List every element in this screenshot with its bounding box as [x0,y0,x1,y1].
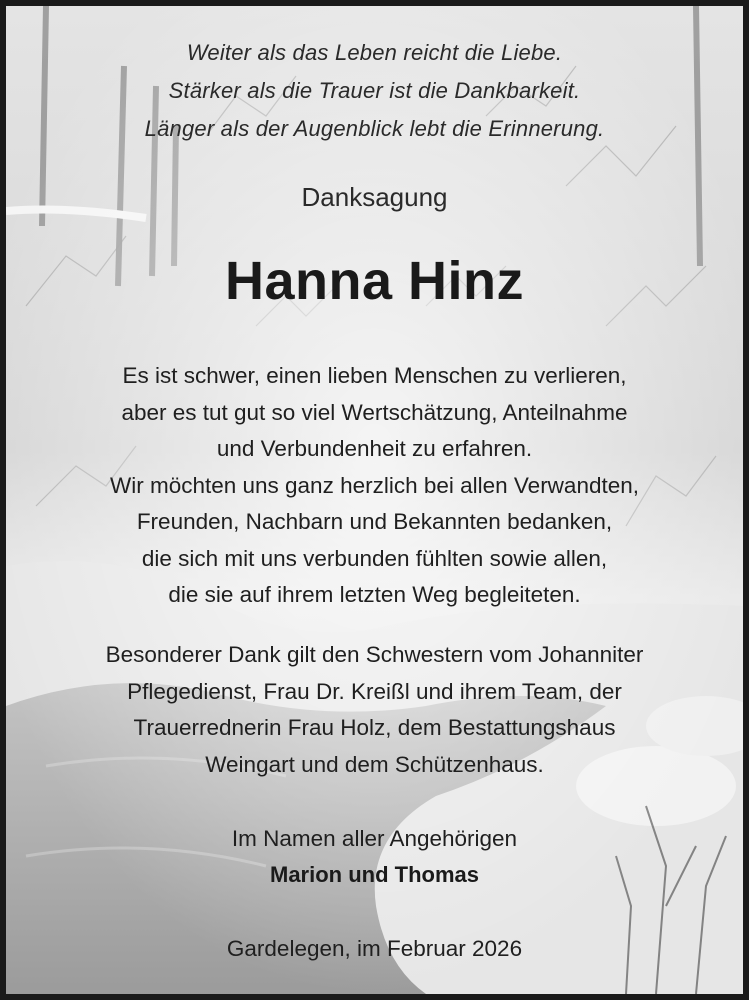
thanks-paragraph-2 [6,637,743,783]
text-line: Freunden, Nachbarn und Bekannten bedanken, [136,509,613,534]
text-line: und Verbundenheit zu erfahren. [216,436,533,461]
motto-line: Länger als der Augenblick lebt die Erinnerung. [144,116,605,141]
heading: Danksagung [301,182,448,212]
motto [6,34,743,148]
text-line: Es ist schwer, einen lieben Menschen zu verlieren, [122,363,627,388]
motto-line: Weiter als das Leben reicht die Liebe. [186,40,563,65]
deceased-name: Hanna Hinz [224,251,525,311]
text-line: Pflegedienst, Frau Dr. Kreißl und ihrem Team, der [127,678,622,704]
text-line: die sich mit uns verbunden fühlten sowie allen, [141,545,608,571]
notice-content [6,6,743,994]
place-date: Gardelegen, im Februar 2026 [226,936,523,961]
text-line: Weingart und dem Schützenhaus. [205,751,544,777]
motto-line: Stärker als die Trauer ist die Dankbarkeit. [168,78,581,103]
text-line: aber es tut gut so viel Wertschätzung, Anteilnahme [121,399,628,425]
signature-names: Marion und Thomas [270,862,479,887]
thanks-paragraph-1 [6,358,743,614]
text-line: Trauerrednerin Frau Holz, dem Bestattungshaus [133,715,616,740]
text-line: Besonderer Dank gilt den Schwestern vom Johanniter [105,642,644,667]
signature-intro: Im Namen aller Angehörigen [231,826,518,851]
text-line: Wir möchten uns ganz herzlich bei allen Verwandten, [109,472,640,498]
text-line: die sie auf ihrem letzten Weg begleiteten. [168,582,581,607]
